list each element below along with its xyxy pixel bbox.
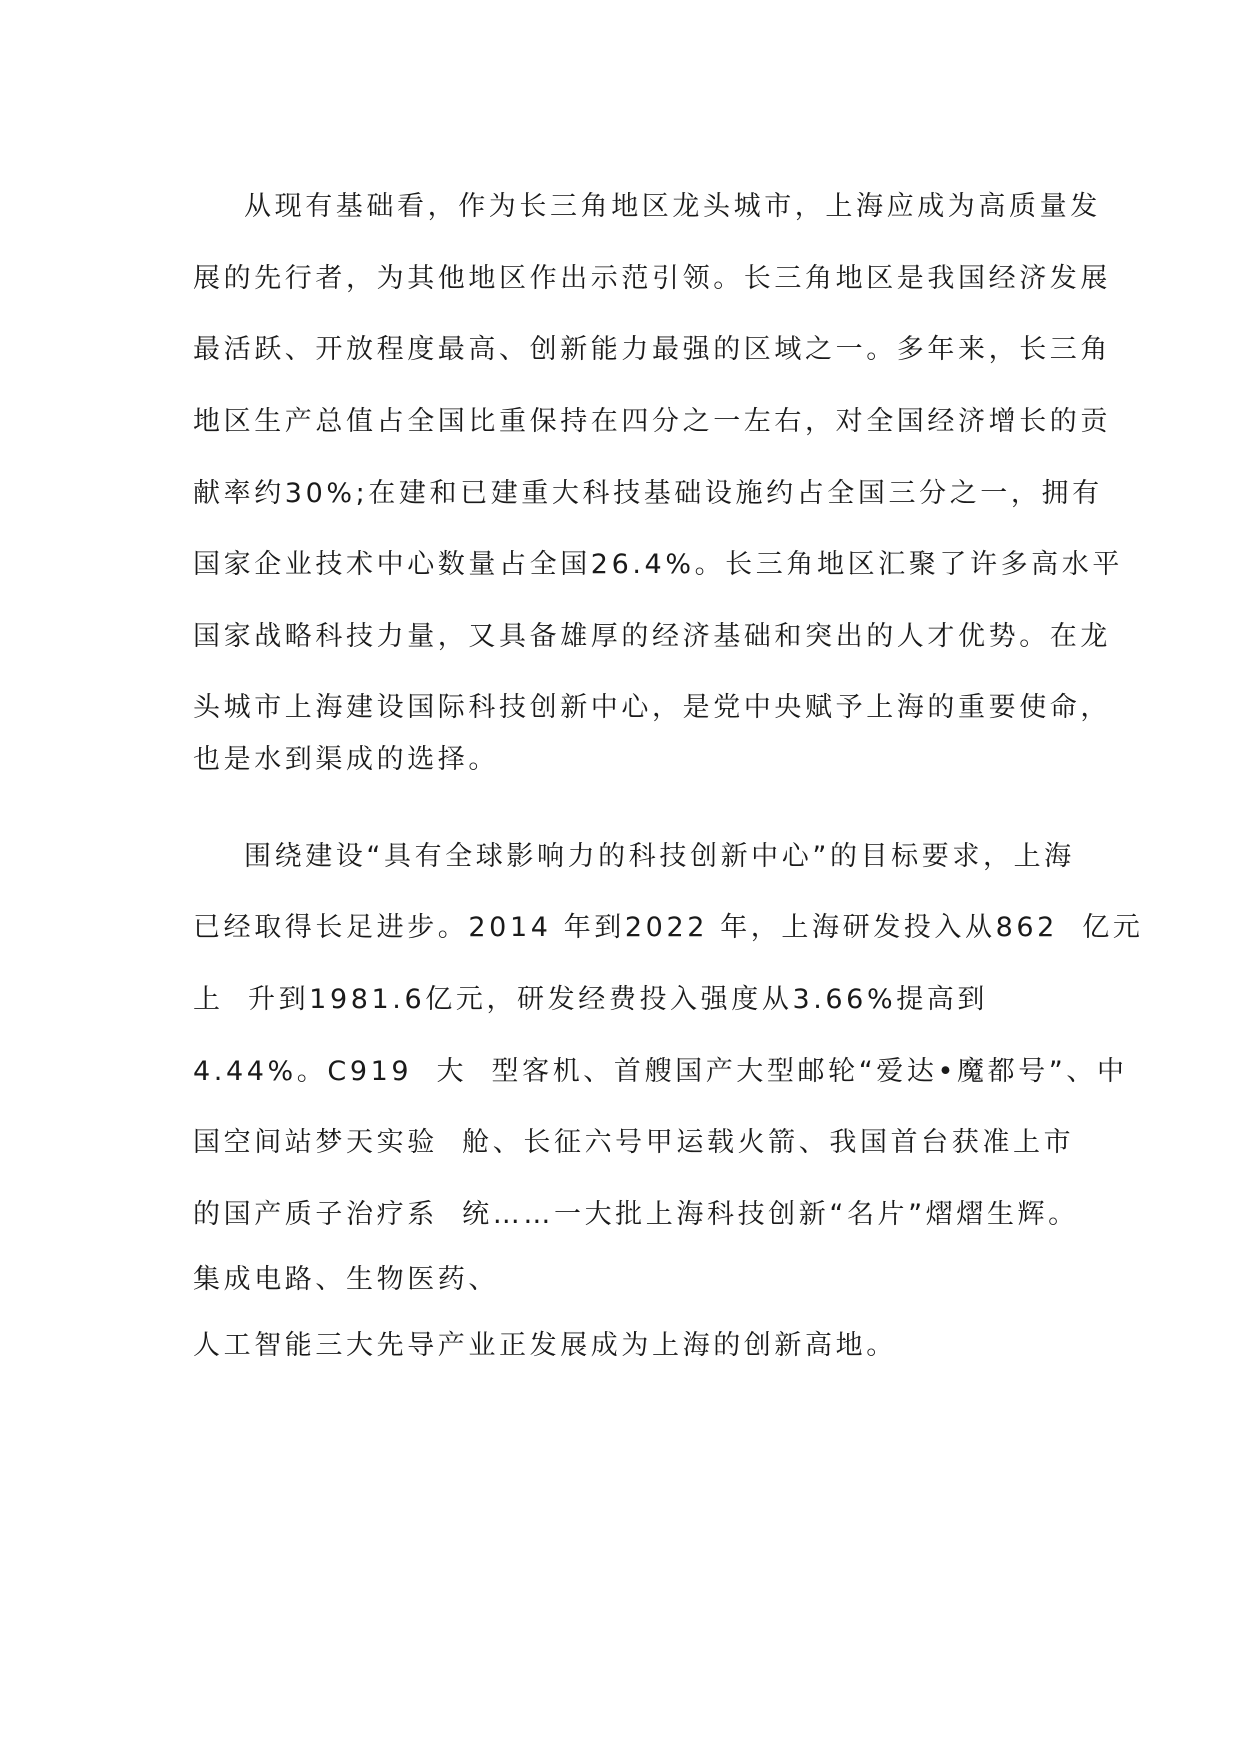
paragraph-line: 头城市上海建设国际科技创新中心，是党中央赋予上海的重要使命，: [193, 692, 1111, 723]
paragraph-line: 人工智能三大先导产业正发展成为上海的创新高地。: [193, 1330, 897, 1361]
paragraph-line: 展的先行者，为其他地区作出示范引领。长三角地区是我国经济发展: [193, 263, 1111, 294]
paragraph-line: 从现有基础看，作为长三角地区龙头城市，上海应成为高质量发: [244, 191, 1101, 222]
paragraph-line: 国空间站梦天实验 舱、长征六号甲运载火箭、我国首台获准上市: [193, 1127, 1075, 1158]
paragraph-line: 集成电路、生物医药、: [193, 1264, 499, 1295]
paragraph-line: 地区生产总值占全国比重保持在四分之一左右，对全国经济增长的贡: [193, 406, 1111, 437]
paragraph-line: 4.44%。C919 大 型客机、首艘国产大型邮轮“爱达•魔都号”、中: [193, 1056, 1128, 1087]
paragraph-line: 也是水到渠成的选择。: [193, 744, 499, 775]
paragraph-line: 献率约30%;在建和已建重大科技基础设施约占全国三分之一，拥有: [193, 478, 1103, 509]
paragraph-line: 已经取得长足进步。2014 年到2022 年，上海研发投入从862 亿元: [193, 912, 1144, 943]
paragraph-line: 上 升到1981.6亿元，研发经费投入强度从3.66%提高到: [193, 984, 989, 1015]
paragraph-line: 围绕建设“具有全球影响力的科技创新中心”的目标要求，上海: [244, 841, 1075, 872]
paragraph-line: 国家战略科技力量，又具备雄厚的经济基础和突出的人才优势。在龙: [193, 621, 1111, 652]
paragraph-line: 最活跃、开放程度最高、创新能力最强的区域之一。多年来，长三角: [193, 334, 1111, 365]
paragraph-line: 国家企业技术中心数量占全国26.4%。长三角地区汇聚了许多高水平: [193, 549, 1123, 580]
paragraph-line: 的国产质子治疗系 统……一大批上海科技创新“名片”熠熠生辉。: [193, 1199, 1079, 1230]
